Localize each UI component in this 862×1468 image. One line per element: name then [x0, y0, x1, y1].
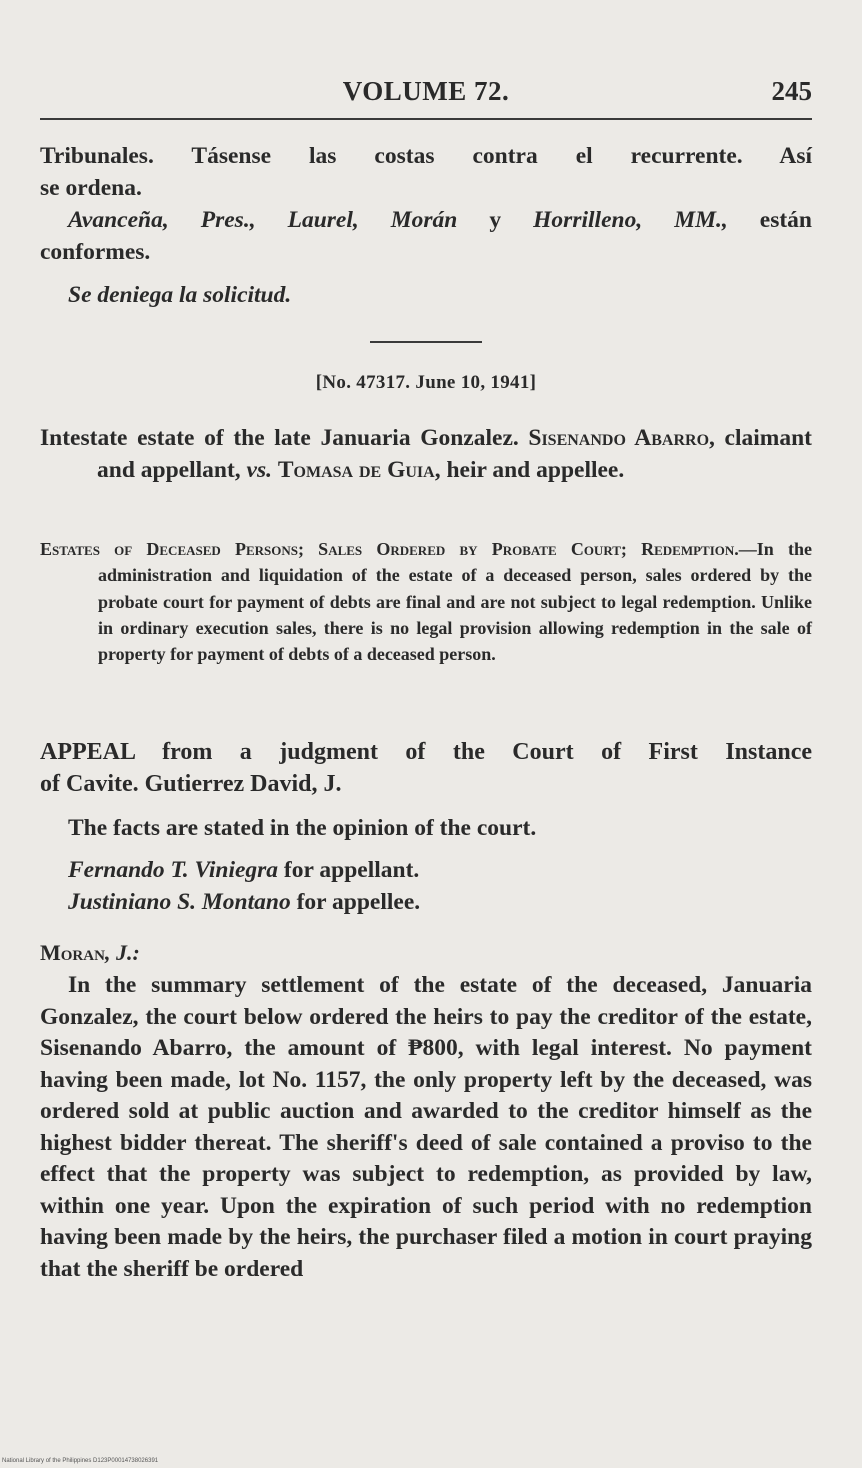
docket-number: [No. 47317. June 10, 1941] [315, 372, 537, 393]
syllabus [40, 536, 812, 667]
concurrence-line-2: conformes. [40, 238, 151, 265]
opinion-paragraph: In the summary settlement of the estate of the deceased, Januaria Gonzalez, the court below ordered the heirs to pay the creditor of the estate, Sisenando Abarro, the amount of ₱800, with legal interest. No payment having been made, lot No. 1157, the only property left by the deceased, was ordered sold at public auction and awarded to the creditor himself as the highest bidder thereat. The sheriff's deed of sale contained a proviso to the effect that the property was subject to redemption, as provided by law, within one year. Upon the expiration of such period with no redemption having been made by the heirs, the purchaser filed a motion in court praying that the sheriff be ordered [40, 972, 812, 1282]
appellee-counsel [68, 887, 812, 919]
closing-line-1: Tribunales. Tásense las costas contra el recurrente. Así [40, 143, 812, 169]
concur-tail: están [727, 207, 812, 233]
ruling: Se deniega la solicitud. [68, 282, 292, 308]
opinion-body [40, 970, 812, 1285]
page-number: 245 [771, 76, 812, 106]
case-title-role: , claimant and appellant, [97, 425, 812, 483]
opinion-author [40, 937, 812, 969]
appeal-line-2: of Cavite. Gutierrez David, J. [40, 770, 342, 797]
syllabus-text: —In the administration and liquidation of the estate of a deceased person, sales ordered by the probate court for payment of debts are final and are not subject to legal redemption. Unlike in ordinary execution sales, there is no legal provision allowing redemption in the sale of property for payment of debts of a deceased person. [98, 539, 813, 665]
appellant-counsel-role: for appellant. [278, 857, 420, 883]
concurrence [40, 205, 812, 268]
case-title-intro: Intestate estate of the late Januaria Gonzalez. [40, 425, 529, 451]
appellee-counsel-name: Justiniano S. Montano [68, 888, 291, 915]
concurring-justices-2: Horrilleno, MM., [533, 207, 728, 233]
document-page [40, 0, 812, 1468]
author-suffix: , J.: [104, 940, 140, 965]
facts-statement: The facts are stated in the opinion of the court. [68, 815, 537, 841]
author-name: Moran [40, 940, 105, 965]
appellee-counsel-role: for appellee. [290, 888, 421, 915]
prior-case-closing [40, 141, 812, 204]
appellant-counsel-name: Fernando T. Viniegra [68, 857, 279, 883]
page-header [40, 68, 812, 120]
syllabus-topic: Estates of Deceased Persons; Sales Ordered by Probate Court; Redemption. [40, 539, 739, 559]
appeal-statement [40, 737, 812, 800]
appeal-line-1: APPEAL from a judgment of the Court of First Instance [40, 739, 812, 765]
counsel [40, 855, 812, 918]
section-divider [370, 341, 482, 343]
versus: vs. [246, 456, 272, 483]
case-title-comma: , [434, 456, 441, 483]
closing-line-2: se ordena. [40, 174, 142, 201]
concurring-justices: Avanceña, Pres., Laurel, Morán [68, 207, 458, 233]
appellant-counsel [68, 855, 812, 887]
concurrence-line-1 [40, 205, 812, 237]
case-title [40, 423, 812, 486]
library-watermark: National Library of the Philippines D123P00014738026391 [2, 1458, 159, 1464]
appellee-name: Tomasa de Guia [277, 456, 435, 483]
running-title: VOLUME 72. [342, 76, 510, 106]
case-title-line-3: heir and appellee. [446, 456, 625, 483]
claimant-name: Sisenando Abarro [528, 425, 710, 451]
concur-conjunction: y [457, 207, 534, 233]
